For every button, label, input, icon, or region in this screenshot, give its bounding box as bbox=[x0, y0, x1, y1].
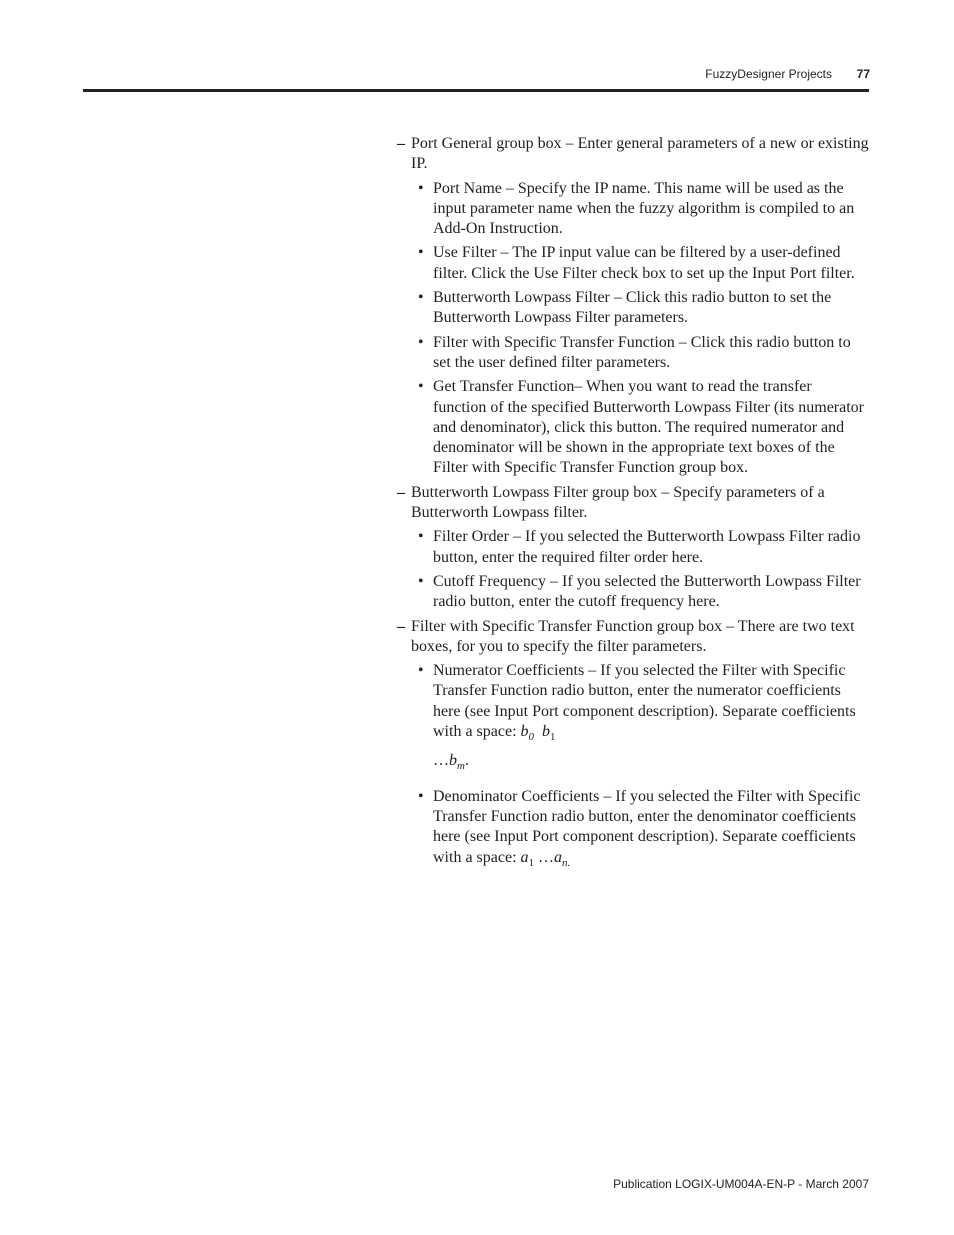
bullet-marker: • bbox=[418, 378, 424, 396]
dash-marker: – bbox=[397, 135, 405, 152]
list-item bbox=[397, 527, 869, 568]
denominator-coefficients-item: • Denominator Coefficients – If you selected the Filter with Specific Transfer Function radio button, enter the denominator coefficients here (see Input Port component description). Separate coefficients with a space: $a_1$ $\dots a_{n.}$ bbox=[418, 787, 861, 869]
page-number: 77 bbox=[856, 67, 870, 81]
port-general-item bbox=[397, 134, 869, 175]
header-rule bbox=[83, 89, 869, 92]
butterworth-group-item bbox=[397, 483, 869, 524]
item-text: Port General group box – Enter general parameters of a new or existing IP. bbox=[411, 135, 869, 173]
list-item bbox=[397, 572, 869, 613]
specific-transfer-bullets bbox=[397, 661, 869, 873]
running-header-title: FuzzyDesigner Projects bbox=[705, 67, 832, 81]
page-body bbox=[397, 134, 869, 877]
bullet-marker: • bbox=[418, 244, 424, 262]
item-text: Butterworth Lowpass Filter group box – Specify parameters of a Butterworth Lowpass filter. bbox=[411, 483, 825, 522]
list-item bbox=[397, 288, 869, 329]
item-text: Numerator Coefficients – If you selected the Filter with Specific Transfer Function radio button, enter the numerator coefficients here (see Input Port component description). Separate coefficients with a space: bbox=[433, 662, 856, 741]
bullet-marker: • bbox=[418, 528, 424, 546]
bullet-marker: • bbox=[418, 289, 424, 307]
math-an: $a_{n.}$ bbox=[554, 848, 571, 869]
math-a1: $a_1$ bbox=[520, 848, 535, 869]
item-text: Filter with Specific Transfer Function group box – There are two text boxes, for you to specify the filter parameters. bbox=[411, 617, 855, 655]
item-text: Butterworth Lowpass Filter – Click this radio button to set the Butterworth Lowpass Filter parameters. bbox=[433, 289, 832, 327]
bullet-marker: • bbox=[418, 662, 424, 680]
item-text: Filter Order – If you selected the Butterworth Lowpass Filter radio button, enter the required filter order here. bbox=[433, 528, 861, 566]
item-text: Filter with Specific Transfer Function – Click this radio button to set the user defined filter parameters. bbox=[433, 333, 851, 371]
bullet-marker: • bbox=[418, 787, 424, 805]
item-text: Port Name – Specify the IP name. This name will be used as the input parameter name when the fuzzy algorithm is compiled to an Add-On Instruction. bbox=[433, 179, 855, 238]
list-item bbox=[397, 377, 869, 478]
math-b1: $b_1$ bbox=[542, 723, 556, 744]
bullet-marker: • bbox=[418, 333, 424, 351]
list-item bbox=[397, 243, 869, 284]
publication-footer: Publication LOGIX-UM004A-EN-P - March 2007 bbox=[613, 1177, 869, 1191]
item-text: Get Transfer Function– When you want to read the transfer function of the specified Butterworth Lowpass Filter (its numerator and denominator), click this button. The required numerator and denominator will be shown in the appropriate text boxes of the Filter with Specific Transfer Function group box. bbox=[433, 378, 865, 477]
item-text: Cutoff Frequency – If you selected the Butterworth Lowpass Filter radio button, enter the cutoff frequency here. bbox=[433, 572, 861, 611]
math-b0: $b_0$ bbox=[520, 723, 535, 744]
butterworth-bullets bbox=[397, 527, 869, 612]
numerator-coefficients-item bbox=[397, 661, 869, 776]
port-general-bullets bbox=[397, 179, 869, 479]
bullet-marker: • bbox=[418, 179, 424, 197]
item-text: Denominator Coefficients – If you selected the Filter with Specific Transfer Function radio button, enter the denominator coefficients here (see Input Port component description). Separate coefficients with a space: bbox=[433, 787, 861, 866]
math-continuation: $\dots b_m$. bbox=[433, 752, 469, 773]
dash-marker: – bbox=[397, 617, 405, 635]
dash-marker: – bbox=[397, 483, 405, 501]
math-bm: $b_m$ bbox=[449, 752, 465, 773]
list-item bbox=[397, 179, 869, 240]
bullet-marker: • bbox=[418, 572, 424, 590]
list-item bbox=[397, 333, 869, 374]
item-text: Use Filter – The IP input value can be filtered by a user-defined filter. Click the Use Filter check box to set up the Input Port filter. bbox=[433, 244, 855, 282]
specific-transfer-item bbox=[397, 617, 869, 658]
